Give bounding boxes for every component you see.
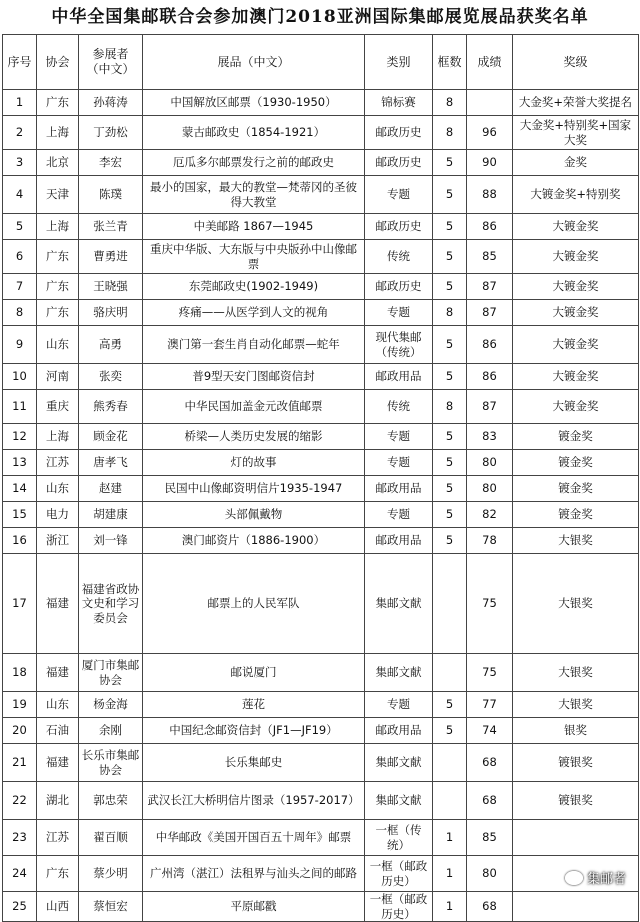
- cell-no: 11: [3, 390, 37, 424]
- cell-frames: [433, 744, 467, 782]
- cell-score: 85: [467, 240, 513, 274]
- cell-score: 87: [467, 300, 513, 326]
- cell-award: 大镀金奖: [513, 240, 639, 274]
- cell-frames: 5: [433, 424, 467, 450]
- cell-frames: 1: [433, 820, 467, 856]
- cell-award: 大镀金奖: [513, 274, 639, 300]
- table-row: [3, 176, 639, 214]
- cell-exhibitor: 孙蒋涛: [79, 90, 143, 116]
- cell-exhibit: 中美邮路 1867—1945: [143, 214, 365, 240]
- cell-score: 68: [467, 744, 513, 782]
- cell-exhibit: 平原邮戳: [143, 892, 365, 922]
- cell-frames: 5: [433, 214, 467, 240]
- cell-category: 邮政历史: [365, 150, 433, 176]
- cell-no: 24: [3, 856, 37, 892]
- cell-category: 专题: [365, 424, 433, 450]
- cell-award: 大银奖: [513, 692, 639, 718]
- cell-category: 专题: [365, 502, 433, 528]
- cell-association: 山东: [37, 476, 79, 502]
- cell-no: 5: [3, 214, 37, 240]
- cell-exhibitor: 刘一锋: [79, 528, 143, 554]
- cell-association: 上海: [37, 116, 79, 150]
- table-row: [3, 654, 639, 692]
- cell-no: 3: [3, 150, 37, 176]
- table-row: [3, 364, 639, 390]
- cell-category: 传统: [365, 390, 433, 424]
- cell-frames: 8: [433, 300, 467, 326]
- watermark-text: 集邮者: [586, 872, 626, 887]
- table-row: [3, 856, 639, 892]
- cell-frames: [433, 782, 467, 820]
- cell-score: 82: [467, 502, 513, 528]
- table-row: [3, 326, 639, 364]
- cell-score: 77: [467, 692, 513, 718]
- table-row: [3, 528, 639, 554]
- cell-score: 86: [467, 364, 513, 390]
- cell-association: 广东: [37, 240, 79, 274]
- cell-association: 山东: [37, 326, 79, 364]
- table-row: [3, 424, 639, 450]
- cell-category: 邮政历史: [365, 274, 433, 300]
- cell-exhibitor: 张奕: [79, 364, 143, 390]
- page-title: 中华全国集邮联合会参加澳门2018亚洲国际集邮展览展品获奖名单: [51, 7, 589, 27]
- cell-award: 镀金奖: [513, 424, 639, 450]
- cell-score: 85: [467, 820, 513, 856]
- cell-exhibitor: 骆庆明: [79, 300, 143, 326]
- cell-exhibit: 桥梁—人类历史发展的缩影: [143, 424, 365, 450]
- cell-association: 山东: [37, 692, 79, 718]
- cell-category: 邮政用品: [365, 364, 433, 390]
- cell-category: 专题: [365, 300, 433, 326]
- cell-frames: 5: [433, 718, 467, 744]
- cell-no: 19: [3, 692, 37, 718]
- cell-exhibit: 莲花: [143, 692, 365, 718]
- cell-exhibit: 灯的故事: [143, 450, 365, 476]
- cell-category: 集邮文献: [365, 654, 433, 692]
- cell-exhibitor: 赵建: [79, 476, 143, 502]
- cell-no: 9: [3, 326, 37, 364]
- cell-association: 北京: [37, 150, 79, 176]
- header-no: 序号: [3, 35, 37, 90]
- cell-award: 镀银奖: [513, 782, 639, 820]
- wechat-icon: [565, 871, 583, 885]
- cell-frames: 8: [433, 116, 467, 150]
- table-row: [3, 744, 639, 782]
- cell-score: 96: [467, 116, 513, 150]
- cell-frames: 5: [433, 450, 467, 476]
- cell-award: 大镀金奖: [513, 300, 639, 326]
- table-row: [3, 502, 639, 528]
- cell-score: 78: [467, 528, 513, 554]
- cell-score: 88: [467, 176, 513, 214]
- cell-association: 广东: [37, 856, 79, 892]
- cell-exhibit: 中国纪念邮资信封（JF1—JF19）: [143, 718, 365, 744]
- cell-exhibitor: 张兰青: [79, 214, 143, 240]
- watermark: [565, 868, 626, 887]
- cell-no: 23: [3, 820, 37, 856]
- table-row: [3, 214, 639, 240]
- cell-no: 13: [3, 450, 37, 476]
- cell-exhibit: 中华邮政《美国开国百五十周年》邮票: [143, 820, 365, 856]
- header-category: 类别: [365, 35, 433, 90]
- table-row: [3, 300, 639, 326]
- cell-award: 大镀金奖: [513, 214, 639, 240]
- cell-exhibit: 厄瓜多尔邮票发行之前的邮政史: [143, 150, 365, 176]
- cell-category: 集邮文献: [365, 744, 433, 782]
- table-row: [3, 240, 639, 274]
- cell-award: 镀金奖: [513, 502, 639, 528]
- cell-score: 80: [467, 450, 513, 476]
- cell-exhibit: 邮说厦门: [143, 654, 365, 692]
- cell-association: 福建: [37, 554, 79, 654]
- cell-award: 大镀金奖: [513, 390, 639, 424]
- cell-award: 大镀金奖: [513, 364, 639, 390]
- table-row: [3, 116, 639, 150]
- cell-category: 专题: [365, 692, 433, 718]
- cell-category: 传统: [365, 240, 433, 274]
- header-exhibitor: 参展者（中文）: [79, 35, 143, 90]
- cell-association: 广东: [37, 90, 79, 116]
- cell-exhibitor: 熊秀春: [79, 390, 143, 424]
- cell-frames: 5: [433, 326, 467, 364]
- cell-frames: 1: [433, 892, 467, 922]
- cell-no: 18: [3, 654, 37, 692]
- cell-frames: 5: [433, 240, 467, 274]
- header-exhibit: 展品（中文）: [143, 35, 365, 90]
- cell-exhibit: 中华民国加盖金元改值邮票: [143, 390, 365, 424]
- cell-association: 广东: [37, 274, 79, 300]
- cell-frames: 5: [433, 150, 467, 176]
- cell-exhibitor: 余刚: [79, 718, 143, 744]
- header-association: 协会: [37, 35, 79, 90]
- cell-exhibitor: 唐孝飞: [79, 450, 143, 476]
- cell-exhibit: 澳门邮资片（1886-1900）: [143, 528, 365, 554]
- cell-no: 7: [3, 274, 37, 300]
- cell-category: 现代集邮（传统）: [365, 326, 433, 364]
- cell-exhibitor: 杨金海: [79, 692, 143, 718]
- cell-award: [513, 892, 639, 922]
- cell-award: 大镀金奖+特别奖: [513, 176, 639, 214]
- table-header-row: [3, 35, 639, 90]
- cell-no: 14: [3, 476, 37, 502]
- cell-no: 1: [3, 90, 37, 116]
- cell-association: 上海: [37, 424, 79, 450]
- cell-score: 83: [467, 424, 513, 450]
- cell-exhibit: 普9型天安门图邮资信封: [143, 364, 365, 390]
- cell-association: 石油: [37, 718, 79, 744]
- cell-exhibit: 疼痛——从医学到人文的视角: [143, 300, 365, 326]
- cell-exhibitor: 李宏: [79, 150, 143, 176]
- cell-exhibit: 东莞邮政史(1902-1949): [143, 274, 365, 300]
- cell-exhibit: 蒙古邮政史（1854-1921）: [143, 116, 365, 150]
- header-frames: 框数: [433, 35, 467, 90]
- cell-exhibitor: 福建省政协文史和学习委员会: [79, 554, 143, 654]
- cell-category: 邮政历史: [365, 116, 433, 150]
- cell-no: 10: [3, 364, 37, 390]
- cell-exhibit: 民国中山像邮资明信片1935-1947: [143, 476, 365, 502]
- cell-score: 86: [467, 214, 513, 240]
- table-row: [3, 554, 639, 654]
- cell-exhibitor: 翟百顺: [79, 820, 143, 856]
- table-row: [3, 150, 639, 176]
- cell-association: 福建: [37, 654, 79, 692]
- cell-no: 2: [3, 116, 37, 150]
- cell-award: 大银奖: [513, 528, 639, 554]
- header-score: 成绩: [467, 35, 513, 90]
- table-row: [3, 892, 639, 922]
- cell-category: 邮政历史: [365, 214, 433, 240]
- cell-association: 河南: [37, 364, 79, 390]
- cell-exhibitor: 长乐市集邮协会: [79, 744, 143, 782]
- cell-score: [467, 90, 513, 116]
- cell-association: 重庆: [37, 390, 79, 424]
- table-row: [3, 274, 639, 300]
- table-row: [3, 476, 639, 502]
- cell-frames: 5: [433, 274, 467, 300]
- cell-category: 专题: [365, 450, 433, 476]
- cell-frames: 5: [433, 528, 467, 554]
- cell-award: 银奖: [513, 718, 639, 744]
- cell-no: 16: [3, 528, 37, 554]
- cell-exhibit: 头部佩戴物: [143, 502, 365, 528]
- table-row: [3, 90, 639, 116]
- cell-category: 集邮文献: [365, 782, 433, 820]
- cell-frames: 8: [433, 390, 467, 424]
- cell-association: 江苏: [37, 450, 79, 476]
- cell-frames: 5: [433, 476, 467, 502]
- cell-category: 邮政用品: [365, 476, 433, 502]
- cell-exhibit: 长乐集邮史: [143, 744, 365, 782]
- cell-association: 浙江: [37, 528, 79, 554]
- cell-category: 一框（邮政历史）: [365, 856, 433, 892]
- cell-no: 4: [3, 176, 37, 214]
- cell-no: 21: [3, 744, 37, 782]
- cell-exhibitor: 高勇: [79, 326, 143, 364]
- cell-frames: 5: [433, 692, 467, 718]
- cell-score: 80: [467, 476, 513, 502]
- cell-frames: [433, 554, 467, 654]
- cell-category: 专题: [365, 176, 433, 214]
- cell-association: 电力: [37, 502, 79, 528]
- cell-score: 86: [467, 326, 513, 364]
- cell-score: 75: [467, 554, 513, 654]
- cell-no: 8: [3, 300, 37, 326]
- cell-score: 90: [467, 150, 513, 176]
- table-row: [3, 692, 639, 718]
- cell-no: 20: [3, 718, 37, 744]
- cell-frames: [433, 654, 467, 692]
- table-row: [3, 450, 639, 476]
- cell-category: 邮政用品: [365, 718, 433, 744]
- cell-award: 镀金奖: [513, 450, 639, 476]
- header-award: 奖级: [513, 35, 639, 90]
- cell-category: 集邮文献: [365, 554, 433, 654]
- cell-no: 17: [3, 554, 37, 654]
- cell-exhibit: 重庆中华版、大东版与中央版孙中山像邮票: [143, 240, 365, 274]
- cell-exhibitor: 丁劲松: [79, 116, 143, 150]
- cell-frames: 1: [433, 856, 467, 892]
- cell-association: 山西: [37, 892, 79, 922]
- cell-exhibitor: 曹勇进: [79, 240, 143, 274]
- cell-exhibit: 最小的国家，最大的教堂—梵蒂冈的圣彼得大教堂: [143, 176, 365, 214]
- cell-score: 80: [467, 856, 513, 892]
- cell-no: 12: [3, 424, 37, 450]
- cell-award: 大金奖+荣誉大奖提名: [513, 90, 639, 116]
- cell-score: 75: [467, 654, 513, 692]
- cell-association: 福建: [37, 744, 79, 782]
- cell-exhibit: 广州湾（湛江）法租界与汕头之间的邮路: [143, 856, 365, 892]
- cell-exhibitor: 顾金花: [79, 424, 143, 450]
- cell-exhibit: 中国解放区邮票（1930-1950）: [143, 90, 365, 116]
- cell-category: 一框（邮政历史）: [365, 892, 433, 922]
- cell-association: 上海: [37, 214, 79, 240]
- cell-exhibitor: 蔡少明: [79, 856, 143, 892]
- cell-frames: 5: [433, 502, 467, 528]
- table-row: [3, 718, 639, 744]
- cell-award: [513, 820, 639, 856]
- cell-score: 87: [467, 390, 513, 424]
- cell-exhibitor: 郭忠荣: [79, 782, 143, 820]
- cell-association: 广东: [37, 300, 79, 326]
- cell-category: 一框（传统）: [365, 820, 433, 856]
- cell-no: 25: [3, 892, 37, 922]
- cell-award: 镀金奖: [513, 476, 639, 502]
- cell-exhibitor: 陈璞: [79, 176, 143, 214]
- cell-award: 金奖: [513, 150, 639, 176]
- cell-exhibitor: 厦门市集邮协会: [79, 654, 143, 692]
- cell-frames: 5: [433, 176, 467, 214]
- cell-association: 江苏: [37, 820, 79, 856]
- cell-category: 邮政用品: [365, 528, 433, 554]
- table-row: [3, 820, 639, 856]
- cell-award: 大银奖: [513, 654, 639, 692]
- table-row: [3, 390, 639, 424]
- cell-category: 锦标赛: [365, 90, 433, 116]
- table-row: [3, 782, 639, 820]
- cell-exhibitor: 胡建康: [79, 502, 143, 528]
- cell-score: 74: [467, 718, 513, 744]
- cell-award: 镀银奖: [513, 744, 639, 782]
- cell-award: 大镀金奖: [513, 326, 639, 364]
- awards-table: [2, 34, 639, 922]
- cell-award: 大金奖+特别奖+国家大奖: [513, 116, 639, 150]
- cell-association: 天津: [37, 176, 79, 214]
- cell-exhibit: 邮票上的人民军队: [143, 554, 365, 654]
- cell-no: 15: [3, 502, 37, 528]
- cell-exhibit: 澳门第一套生肖自动化邮票—蛇年: [143, 326, 365, 364]
- cell-exhibitor: 蔡恒宏: [79, 892, 143, 922]
- cell-score: 68: [467, 892, 513, 922]
- cell-no: 6: [3, 240, 37, 274]
- cell-score: 87: [467, 274, 513, 300]
- cell-exhibit: 武汉长江大桥明信片图录（1957-2017）: [143, 782, 365, 820]
- cell-frames: 5: [433, 364, 467, 390]
- cell-no: 22: [3, 782, 37, 820]
- cell-exhibitor: 王晓强: [79, 274, 143, 300]
- cell-score: 68: [467, 782, 513, 820]
- cell-frames: 8: [433, 90, 467, 116]
- cell-association: 湖北: [37, 782, 79, 820]
- cell-award: 大银奖: [513, 554, 639, 654]
